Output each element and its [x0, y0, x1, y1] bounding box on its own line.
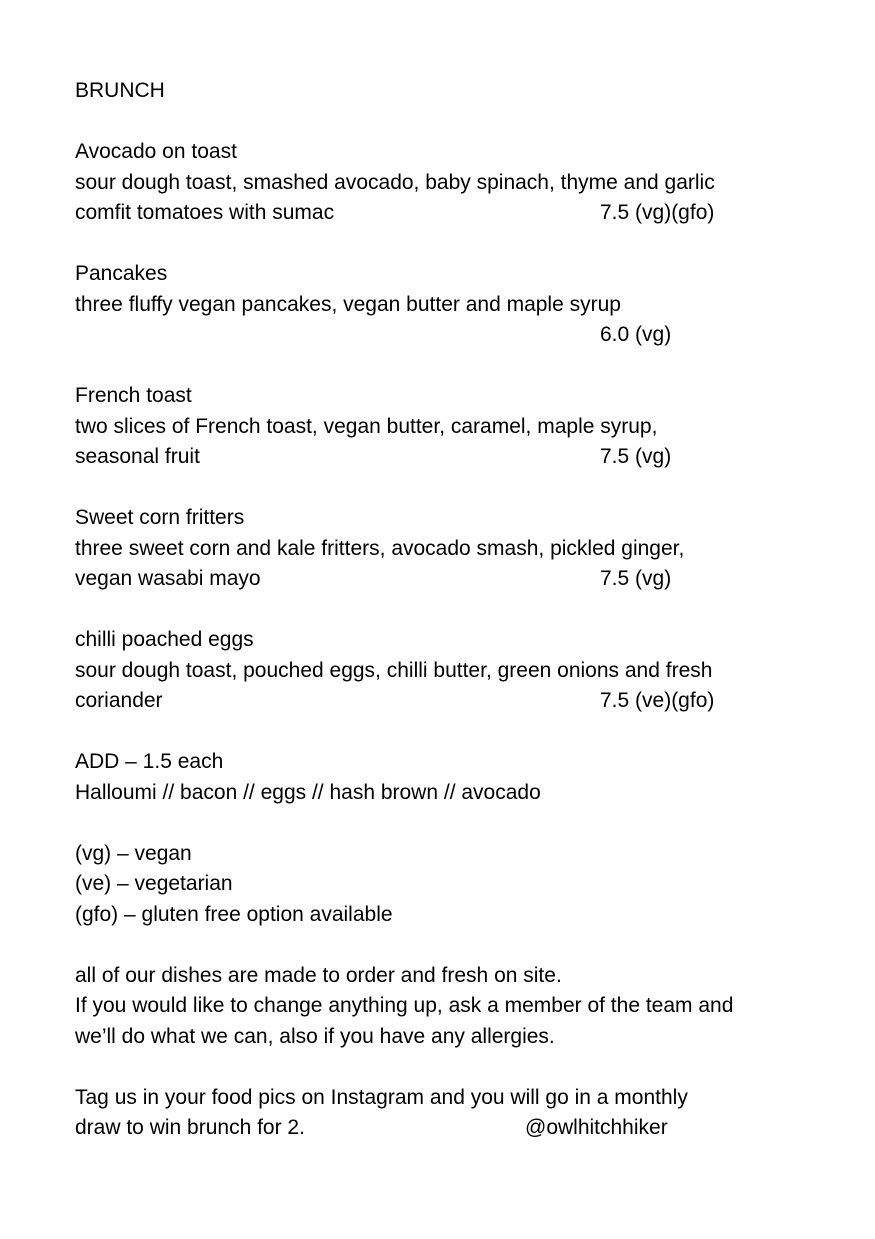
- item-price: 7.5 (vg): [600, 445, 672, 468]
- instagram-text: Tag us in your food pics on Instagram and you will go in a monthly: [75, 1085, 688, 1109]
- add-ons-options: Halloumi // bacon // eggs // hash brown // avocado: [75, 780, 541, 804]
- note-line: we’ll do what we can, also if you have any allergies.: [75, 1024, 555, 1048]
- spacer: [75, 229, 835, 260]
- legend-vegetarian: (ve) – vegetarian: [75, 872, 233, 895]
- item-description-line2: [75, 442, 835, 473]
- menu-item: [75, 381, 835, 473]
- note-line: If you would like to change anything up, ask a member of the team and: [75, 994, 734, 1017]
- item-description: two slices of French toast, vegan butter, caramel, maple syrup,: [75, 414, 658, 438]
- add-ons-heading: ADD – 1.5 each: [75, 750, 224, 773]
- item-name: Sweet corn fritters: [75, 506, 245, 529]
- item-description: coriander: [75, 689, 163, 712]
- item-description: three fluffy vegan pancakes, vegan butter and maple syrup: [75, 292, 621, 316]
- item-name: Avocado on toast: [75, 140, 237, 163]
- item-description: sour dough toast, pouched eggs, chilli butter, green onions and fresh: [75, 658, 713, 682]
- menu-item: [75, 137, 835, 229]
- item-description-line2: [75, 320, 835, 351]
- item-price: 6.0 (vg): [600, 323, 672, 346]
- spacer: [75, 473, 835, 504]
- item-description: sour dough toast, smashed avocado, baby spinach, thyme and garlic: [75, 170, 715, 194]
- item-name: chilli poached eggs: [75, 628, 254, 651]
- item-price: 7.5 (vg)(gfo): [600, 201, 715, 224]
- menu-item: [75, 259, 835, 351]
- spacer: [75, 930, 835, 961]
- instagram-section: [75, 1083, 835, 1144]
- item-name: Pancakes: [75, 262, 168, 285]
- item-description: three sweet corn and kale fritters, avocado smash, pickled ginger,: [75, 536, 685, 560]
- note-line: all of our dishes are made to order and fresh on site.: [75, 963, 562, 987]
- legend-gluten-free: (gfo) – gluten free option available: [75, 902, 393, 926]
- menu-item: [75, 625, 835, 717]
- spacer: [75, 1052, 835, 1083]
- item-price: 7.5 (ve)(gfo): [600, 689, 715, 712]
- instagram-text: draw to win brunch for 2.: [75, 1116, 305, 1139]
- menu-item: [75, 503, 835, 595]
- item-description-line2: [75, 198, 835, 229]
- item-description: seasonal fruit: [75, 445, 200, 468]
- menu-page: [75, 76, 835, 1144]
- spacer: [75, 808, 835, 839]
- menu-title: BRUNCH: [75, 79, 165, 102]
- dietary-legend: [75, 839, 835, 931]
- item-price: 7.5 (vg): [600, 567, 672, 590]
- item-description: vegan wasabi mayo: [75, 567, 261, 590]
- legend-vegan: (vg) – vegan: [75, 841, 192, 865]
- item-description-line2: [75, 686, 835, 717]
- add-ons-section: [75, 747, 835, 808]
- item-description-line2: [75, 564, 835, 595]
- notes-section: [75, 961, 835, 1053]
- spacer: [75, 107, 835, 138]
- instagram-handle: @owlhitchhiker: [525, 1116, 668, 1139]
- item-description: comfit tomatoes with sumac: [75, 201, 335, 224]
- spacer: [75, 351, 835, 382]
- spacer: [75, 595, 835, 626]
- spacer: [75, 717, 835, 748]
- instagram-text-line2: [75, 1113, 835, 1144]
- item-name: French toast: [75, 384, 192, 407]
